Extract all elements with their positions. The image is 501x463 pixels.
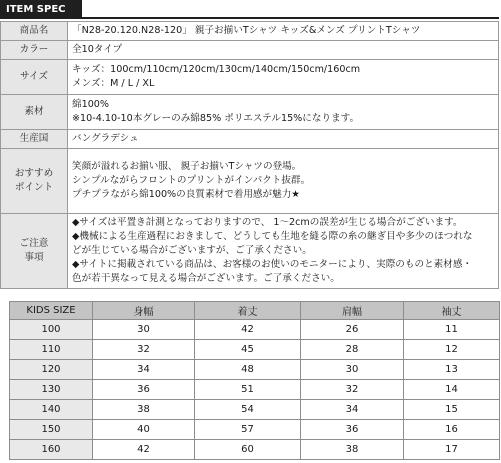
spec-row-origin [1,130,499,149]
size-cell: 54 [195,400,301,420]
size-cell: 100 [10,320,93,340]
spec-row-product-name [1,22,499,41]
size-cell: 51 [195,380,301,400]
color-label: カラー [1,41,68,60]
size-cell: 110 [10,340,93,360]
item-spec-heading: ITEM SPEC [0,0,82,19]
origin-label: 生産国 [1,130,68,149]
size-header-body-width: 身幅 [93,302,195,320]
spec-row-color [1,41,499,60]
size-value [68,60,499,95]
size-header-kids-size: KIDS SIZE [10,302,93,320]
recommend-label-line: おすすめ [14,168,54,179]
size-cell: 40 [93,420,195,440]
size-cell: 42 [93,440,195,460]
notes-label-line: ご注意 [19,238,49,249]
size-cell: 14 [404,380,500,400]
size-cell: 13 [404,360,500,380]
size-cell: 140 [10,400,93,420]
recommend-line: プチプラながら綿100%の良質素材で着用感が魅力★ [72,189,300,200]
size-cell: 15 [404,400,500,420]
size-cell: 30 [301,360,404,380]
notes-line: ◆機械による生産過程におきまして、どうしても生地を縫る際の糸の継ぎ目や多少のほつれな [72,231,473,242]
size-line-kids: キッズ：100cm/110cm/120cm/130cm/140cm/150cm/160cm [72,64,361,75]
size-row [10,380,500,400]
material-label: 素材 [1,95,68,130]
size-cell: 130 [10,380,93,400]
notes-line: 色が若干異なって見える場合がございます。ご了承ください。 [72,273,340,284]
color-value: 全10タイプ [68,41,499,60]
size-cell: 38 [301,440,404,460]
size-cell: 11 [404,320,500,340]
size-cell: 30 [93,320,195,340]
size-cell: 120 [10,360,93,380]
size-cell: 48 [195,360,301,380]
spec-table [0,21,499,289]
size-cell: 32 [301,380,404,400]
size-cell: 32 [93,340,195,360]
spec-row-size [1,60,499,95]
notes-line: ◆サイトに掲載されている商品は、お客様のお使いのモニターにより、実際のものと素材感・ [72,259,473,270]
size-table-header-row [10,302,500,320]
size-line-mens: メンズ：M / L / XL [72,78,155,89]
size-cell: 12 [404,340,500,360]
size-cell: 28 [301,340,404,360]
size-row [10,340,500,360]
size-cell: 36 [301,420,404,440]
spec-row-material [1,95,499,130]
material-line: ※10-4.10-10本グレーのみ綿85% ポリエステル15%になります。 [72,113,360,124]
size-row [10,420,500,440]
size-cell: 26 [301,320,404,340]
size-cell: 38 [93,400,195,420]
kids-size-table [9,301,500,460]
recommend-line: シンプルながらフロントのプリントがインパクト抜群。 [72,175,311,186]
size-cell: 45 [195,340,301,360]
notes-line: ◆サイズは平置き計測となっておりますので、 1～2cmの誤差が生じる場合がございます。 [72,217,463,228]
size-cell: 34 [93,360,195,380]
size-row [10,320,500,340]
size-row [10,360,500,380]
recommend-label [1,149,68,214]
notes-line: どが生じている場合がございますが、ご了承ください。 [72,245,312,256]
size-cell: 57 [195,420,301,440]
size-header-sleeve: 袖丈 [404,302,500,320]
notes-label [1,214,68,289]
material-line: 綿100% [72,99,110,110]
material-value [68,95,499,130]
spec-row-recommend [1,149,499,214]
recommend-label-line: ポイント [14,182,54,193]
recommend-value [68,149,499,214]
product-name-label: 商品名 [1,22,68,41]
recommend-line: 笑顔が溢れるお揃い服、 親子お揃いTシャツの登場。 [72,161,302,172]
size-cell: 17 [404,440,500,460]
notes-value [68,214,499,289]
size-label: サイズ [1,60,68,95]
heading-underline [82,17,499,19]
size-header-length: 着丈 [195,302,301,320]
size-cell: 16 [404,420,500,440]
origin-value: バングラデシュ [68,130,499,149]
product-name-value: 「N28-20.120.N28-120」 親子お揃いTシャツ キッズ&メンズ プリントTシャツ [68,22,499,41]
size-cell: 150 [10,420,93,440]
size-cell: 42 [195,320,301,340]
size-cell: 60 [195,440,301,460]
size-cell: 36 [93,380,195,400]
size-cell: 160 [10,440,93,460]
size-cell: 34 [301,400,404,420]
size-row [10,440,500,460]
size-header-shoulder: 肩幅 [301,302,404,320]
spec-row-notes [1,214,499,289]
notes-label-line: 事項 [24,252,44,263]
size-row [10,400,500,420]
